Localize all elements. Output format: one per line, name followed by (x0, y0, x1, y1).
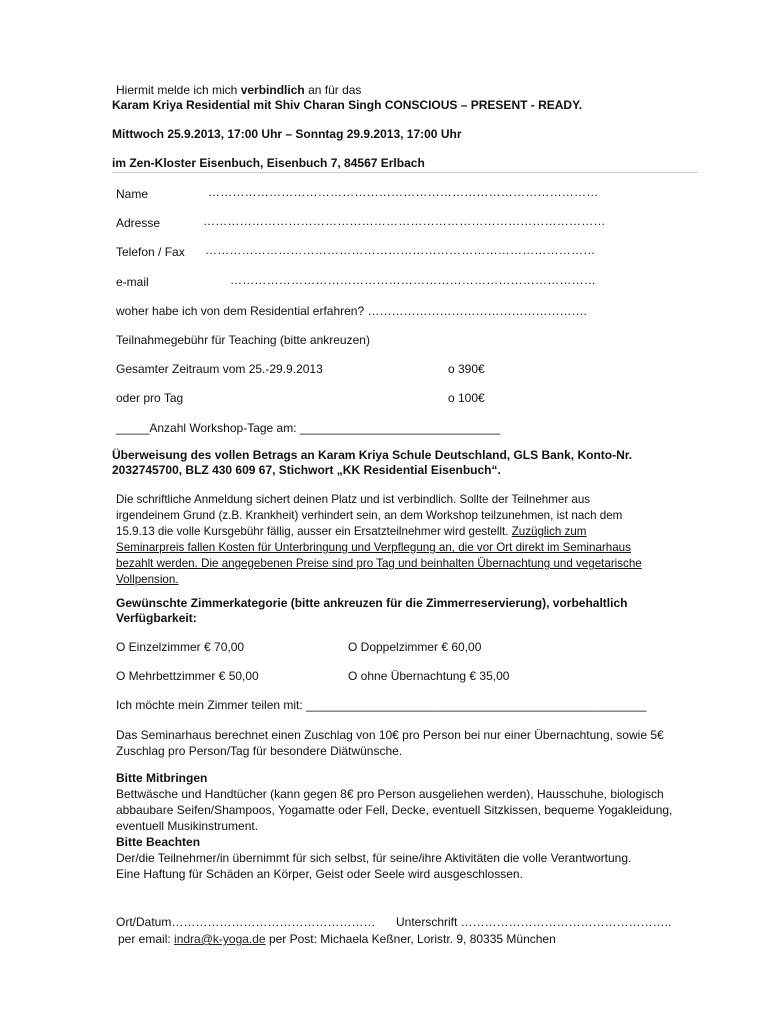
terms-line-1: Die schriftliche Anmeldung sichert deinen Platz und ist verbindlich. Sollte der Teilnehmer aus (116, 493, 591, 506)
address-label: Adresse (116, 216, 161, 230)
event-location: im Zen-Kloster Eisenbuch, Eisenbuch 7, 84567 Erlbach (112, 156, 425, 170)
intro-pre: Hiermit melde ich mich (116, 83, 238, 97)
name-field[interactable]: …………………………………………………………………………………… (208, 185, 599, 199)
surcharge-line-2: Zuschlag pro Person/Tag für besondere Diätwünsche. (116, 744, 403, 758)
terms-line-3-underlined: Zuzüglich zum (511, 525, 587, 538)
notice-heading: Bitte Beachten (116, 835, 201, 849)
room-double-option[interactable]: O Doppelzimmer € 60,00 (348, 640, 482, 654)
bring-line-1: Bettwäsche und Handtücher (kann gegen 8€ pro Person ausgeliehen werden), Hausschuhe, biologisch (116, 787, 664, 801)
signature-field[interactable]: Unterschrift …………………………………………….. (396, 915, 672, 929)
terms-line-3-plain: 15.9.13 die volle Kursgebühr fällig, ausser ein Ersatzteilnehmer wird gestellt. (116, 525, 509, 538)
room-multi-option[interactable]: O Mehrbettzimmer € 50,00 (116, 669, 259, 683)
bring-section (116, 770, 716, 882)
surcharge-paragraph (116, 727, 716, 759)
payment-line-1: Überweisung des vollen Betrags an Karam Kriya Schule Deutschland, GLS Bank, Konto-Nr. (112, 448, 633, 462)
contact-pre: per email: (118, 932, 171, 946)
terms-line-3 (116, 524, 716, 540)
event-dates: Mittwoch 25.9.2013, 17:00 Uhr – Sonntag 29.9.2013, 17:00 Uhr (112, 127, 462, 141)
workshop-days-field[interactable]: _____Anzahl Workshop-Tage am: ______________________________ (116, 421, 501, 435)
per-day-label: oder pro Tag (116, 391, 184, 405)
intro-post: an für das (308, 83, 362, 97)
event-title: Karam Kriya Residential mit Shiv Charan Singh CONSCIOUS – PRESENT - READY. (112, 98, 583, 112)
full-period-checkbox[interactable]: o 390€ (448, 362, 485, 376)
notice-line-1: Der/die Teilnehmer/in übernimmt für sich selbst, für seine/ihre Aktivitäten die volle Verantwortung. (116, 851, 632, 865)
surcharge-line-1: Das Seminarhaus berechnet einen Zuschlag von 10€ pro Person bei nur einer Übernachtung, sowie 5€ (116, 728, 664, 742)
phone-label: Telefon / Fax (116, 245, 185, 259)
bring-line-2: abbaubare Seifen/Shampoos, Yogamatte oder Fell, Decke, eventuell Sitzkissen, bequeme Yogakleidung, (116, 803, 673, 817)
contact-line (118, 932, 556, 947)
room-none-option[interactable]: O ohne Übernachtung € 35,00 (348, 669, 510, 683)
name-label: Name (116, 187, 149, 201)
notice-line-2: Eine Haftung für Schäden an Körper, Geist oder Seele wird ausgeschlossen. (116, 867, 523, 881)
rooms-heading-line-2: Verfügbarkeit: (116, 611, 197, 625)
email-label: e-mail (116, 275, 149, 289)
intro-bold: verbindlich (240, 83, 305, 97)
contact-post: per Post: Michaela Keßner, Loristr. 9, 80335 München (268, 932, 556, 946)
contact-email-link[interactable]: indra@k-yoga.de (174, 932, 266, 946)
room-share-field[interactable]: Ich möchte mein Zimmer teilen mit: ___________________________________________________ (116, 698, 647, 712)
bring-heading: Bitte Mitbringen (116, 771, 208, 785)
fee-label: Teilnahmegebühr für Teaching (bitte ankreuzen) (116, 333, 370, 347)
intro-line (116, 83, 361, 98)
terms-line-6: Vollpension. (116, 573, 179, 586)
source-field[interactable]: woher habe ich von dem Residential erfahren? ………………………………………………. (116, 304, 587, 318)
terms-line-4: Seminarpreis fallen Kosten für Unterbringung und Verpflegung an, die vor Ort direkt im Seminarhaus (116, 541, 631, 554)
address-field[interactable]: ……………………………………………………………………………………… (203, 214, 606, 228)
email-field[interactable]: ……………………………………………………………………………… (230, 273, 596, 287)
full-period-label: Gesamter Zeitraum vom 25.-29.9.2013 (116, 362, 323, 376)
room-single-option[interactable]: O Einzelzimmer € 70,00 (116, 640, 245, 654)
terms-paragraph (116, 492, 716, 588)
rooms-heading-line-1: Gewünschte Zimmerkategorie (bitte ankreuzen für die Zimmerreservierung), vorbehaltlich (116, 596, 628, 610)
phone-field[interactable]: …………………………………………………………………………………… (205, 243, 596, 257)
payment-line-2: 2032745700, BLZ 430 609 67, Stichwort „KK Residential Eisenbuch“. (112, 463, 501, 477)
header-divider (112, 172, 698, 173)
place-date-field[interactable]: Ort/Datum…………………………………………… (116, 915, 376, 929)
terms-line-5: bezahlt werden. Die angegebenen Preise sind pro Tag und beinhalten Übernachtung und vegetarische (116, 557, 642, 570)
terms-line-2: irgendeinem Grund (z.B. Krankheit) verhindert sein, an dem Workshop teilzunehmen, ist nach dem (116, 509, 623, 522)
bring-line-3: eventuell Musikinstrument. (116, 819, 259, 833)
per-day-checkbox[interactable]: o 100€ (448, 391, 485, 405)
